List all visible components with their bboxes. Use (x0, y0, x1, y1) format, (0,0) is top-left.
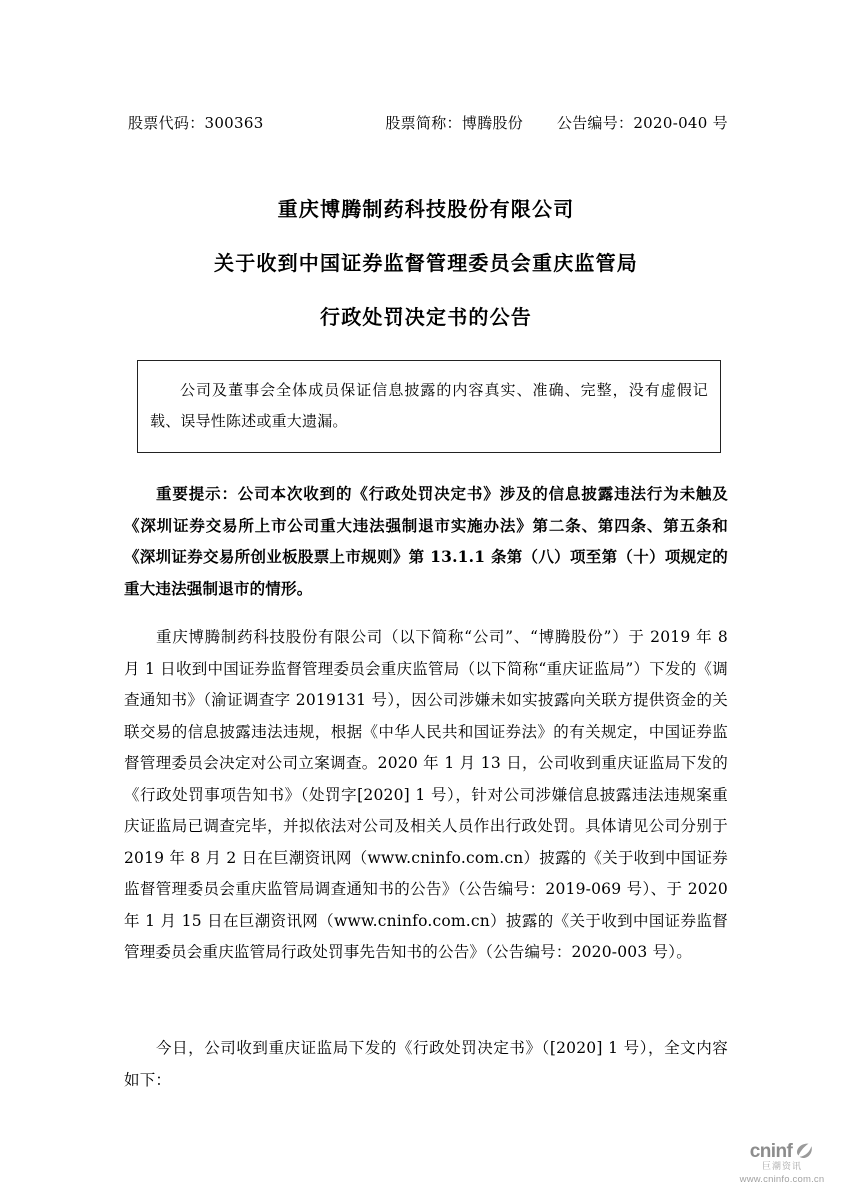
disclaimer-text: 公司及董事会全体成员保证信息披露的内容真实、准确、完整，没有虚假记载、误导性陈述或重大遗漏。 (150, 381, 708, 430)
watermark-logo-row (724, 1141, 840, 1161)
important-notice-paragraph: 重要提示：公司本次收到的《行政处罚决定书》涉及的信息披露违法行为未触及《深圳证券交易所上市公司重大违法强制退市实施办法》第二条、第四条、第五条和《深圳证券交易所创业板股票上市规则》第 13.1.1 条第（八）项至第（十）项规定的重大违法强制退市的情形。 (124, 484, 728, 598)
disclaimer-box (137, 360, 721, 453)
document-header (124, 112, 728, 133)
title-line-company: 重庆博腾制药科技股份有限公司 (277, 197, 575, 221)
stock-code-label: 股票代码：300363 (128, 114, 264, 132)
stock-abbreviation-label: 股票简称：博腾股份 (385, 114, 524, 132)
title-line-type: 行政处罚决定书的公告 (320, 305, 532, 329)
title-line-subject: 关于收到中国证券监督管理委员会重庆监管局 (214, 251, 638, 275)
body-paragraph-today: 今日，公司收到重庆证监局下发的《行政处罚决定书》（[2020] 1 号），全文内容如下： (124, 1039, 728, 1089)
body-paragraph-main: 重庆博腾制药科技股份有限公司（以下简称“公司”、“博腾股份”）于 2019 年 8 月 1 日收到中国证券监督管理委员会重庆监管局（以下简称“重庆证监局”）下发的《调查通知书》（渝证调查字 2019131 号），因公司涉嫌未如实披露向关联方提供资金的关联交易的信息披露违法违规，根据《中华人民共和国证券法》的有关规定，中国证券监督管理委员会决定对公司立案调查。2020 年 1 月 13 日，公司收到重庆证监局下发的《行政处罚事项告知书》（处罚字[2020] 1 号），针对公司涉嫌信息披露违法违规案重庆证监局已调查完毕，并拟依法对公司及相关人员作出行政处罚。具体请见公司分别于 2019 年 8 月 2 日在巨潮资讯网（www.cninfo.com.cn）披露的《关于收到中国证券监督管理委员会重庆监管局调查通知书的公告》（公告编号：2019-069 号）、于 2020 年 1 月 15 日在巨潮资讯网（www.cninfo.com.cn）披露的《关于收到中国证券监督管理委员会重庆监管局行政处罚事先告知书的公告》（公告编号：2020-003 号）。 (124, 628, 728, 961)
cninfo-leaf-icon (794, 1141, 814, 1161)
cninfo-url-label: www.cninfo.com.cn (739, 1174, 825, 1185)
announcement-number-label: 公告编号：2020-040 号 (556, 114, 728, 132)
cninfo-watermark (724, 1141, 840, 1186)
page-title (124, 182, 728, 344)
cninfo-chinese-label: 巨潮资讯 (761, 1162, 802, 1172)
cninfo-wordmark: cninf (749, 1140, 793, 1162)
